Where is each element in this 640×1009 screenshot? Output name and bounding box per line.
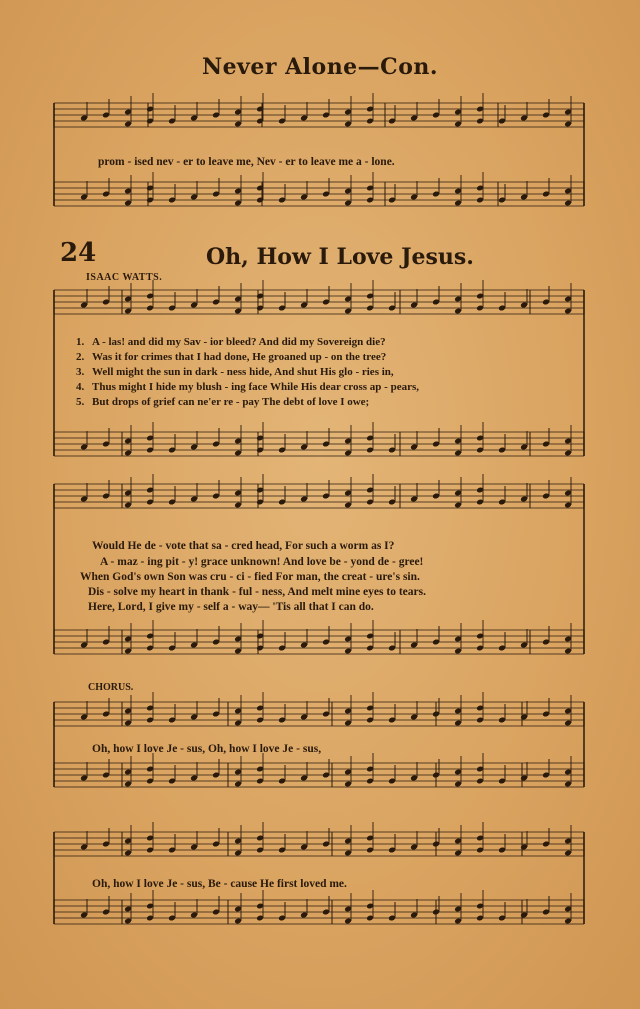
verse-line: Would He de - vote that sa - cred head, For such a worm as I? <box>92 540 395 552</box>
chorus-line-1: Oh, how I love Je - sus, Oh, how I love Je - sus, <box>92 743 322 755</box>
verse-line: Here, Lord, I give my - self a - way— 'Tis all that I can do. <box>88 601 374 613</box>
chorus-label: CHORUS. <box>88 682 134 693</box>
verse-line: 5. But drops of grief can ne'er re - pay The debt of love I owe; <box>76 396 370 408</box>
hymn-title: Oh, How I Love Jesus. <box>206 244 474 270</box>
verse-line: 4. Thus might I hide my blush - ing face While His dear cross ap - pears, <box>76 381 419 393</box>
continuation-title: Never Alone—Con. <box>201 54 439 80</box>
verse-line: Dis - solve my heart in thank - ful - ness, And melt mine eyes to tears. <box>88 586 426 598</box>
verse-line: When God's own Son was cru - ci - fied For man, the creat - ure's sin. <box>80 571 420 583</box>
verse-line: 2. Was it for crimes that I had done, He groaned up - on the tree? <box>76 351 387 363</box>
top-lyric-line: prom - ised nev - er to leave me, Nev - er to leave me a - lone. <box>98 156 395 168</box>
verse-line: 1. A - las! and did my Sav - ior bleed? And did my Sovereign die? <box>76 336 386 348</box>
verse-line: 3. Well might the sun in dark - ness hide, And shut His glo - ries in, <box>76 366 394 378</box>
chorus-line-2: Oh, how I love Je - sus, Be - cause He first loved me. <box>92 878 347 890</box>
verse-line: A - maz - ing pit - y! grace unknown! And love be - yond de - gree! <box>100 556 424 568</box>
hymn-author: ISAAC WATTS. <box>86 272 163 283</box>
hymn-number: 24 <box>60 238 97 268</box>
